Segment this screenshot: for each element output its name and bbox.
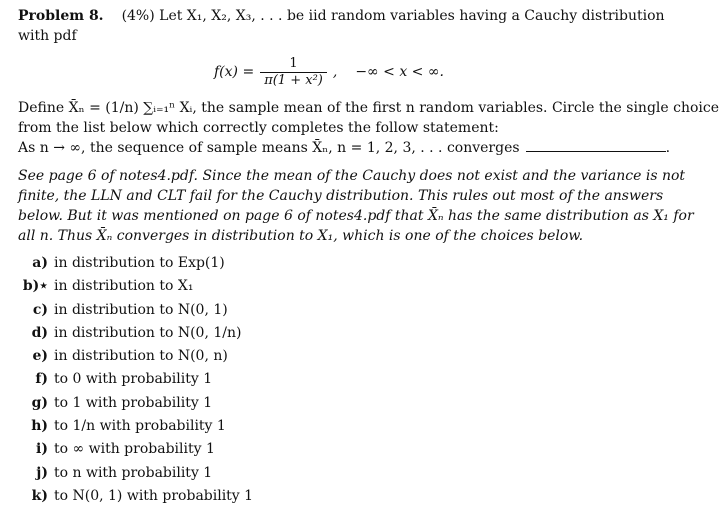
define-paragraph [18, 98, 719, 158]
define-line-3-text: As n → ∞, the sequence of sample means X̄ₙ, n = 1, 2, 3, . . . converges [18, 140, 520, 156]
solution-line: all n. Thus X̄ₙ converges in distribution to X₁, which is one of the choices below. [18, 228, 584, 244]
define-line-3 [18, 138, 671, 158]
document-page [18, 6, 719, 508]
choice-g[interactable] [18, 392, 640, 415]
choice-list [18, 252, 640, 508]
choice-j[interactable] [18, 462, 640, 485]
solution-line: See page 6 of notes4.pdf. Since the mean of the Cauchy does not exist and the variance is not [18, 168, 686, 184]
choice-k[interactable] [18, 485, 640, 508]
choice-text: in distribution to Exp(1) [54, 255, 225, 271]
pdf-numerator: 1 [289, 55, 298, 71]
problem-intro-cont: with pdf [18, 28, 77, 44]
choice-key: g) [31, 394, 48, 411]
choice-text: to n with probability 1 [54, 464, 213, 481]
pdf-denominator: π(1 + x²) [264, 72, 323, 88]
choice-text: to 1/n with probability 1 [54, 418, 226, 435]
define-line-2: from the list below which correctly completes the follow statement: [18, 120, 499, 136]
choice-key: d) [31, 324, 48, 341]
choice-key: c) [32, 301, 48, 318]
choice-i[interactable] [18, 438, 640, 461]
pdf-lhs: f(x) = [214, 64, 255, 80]
choice-key: f) [35, 371, 48, 388]
choice-key: h) [31, 418, 48, 435]
define-line-1: Define X̄ₙ = (1/n) ∑ᵢ₌₁ⁿ Xᵢ, the sample mean of the first n random variables. Circle the single choice [18, 100, 719, 116]
answer-blank[interactable] [526, 139, 666, 152]
solution-line: below. But it was mentioned on page 6 of notes4.pdf that X̄ₙ has the same distribution as X₁ for [18, 208, 694, 224]
choice-key: k) [31, 487, 48, 504]
problem-header [18, 6, 665, 26]
choice-a[interactable] [18, 252, 640, 275]
choice-h[interactable] [18, 415, 640, 438]
choice-text: to 0 with probability 1 [54, 371, 213, 388]
choice-f[interactable] [18, 368, 640, 391]
pdf-formula [18, 52, 640, 92]
define-line-3-end: . [665, 140, 671, 156]
choice-key: a) [32, 255, 48, 271]
solution-line: finite, the LLN and CLT fail for the Cauchy distribution. This rules out most of the answers [18, 188, 664, 204]
choice-key: j) [36, 464, 48, 481]
choice-text: in distribution to N(0, n) [54, 348, 228, 365]
choice-key: i) [36, 441, 48, 458]
choice-text: to 1 with probability 1 [54, 394, 213, 411]
choice-c[interactable] [18, 299, 640, 322]
choice-key: e) [32, 348, 48, 365]
pdf-fraction [260, 56, 327, 89]
pdf-comma: , [332, 64, 338, 80]
choice-key: b)⋆ [22, 278, 48, 295]
problem-label: Problem 8. [18, 8, 104, 24]
choice-d[interactable] [18, 322, 640, 345]
choice-text: in distribution to X₁ [54, 278, 194, 295]
problem-intro: (4%) Let X₁, X₂, X₃, . . . be iid random variables having a Cauchy distribution [121, 8, 665, 24]
choice-text: to N(0, 1) with probability 1 [54, 487, 254, 504]
choice-text: in distribution to N(0, 1/n) [54, 324, 242, 341]
choice-text: to ∞ with probability 1 [54, 441, 215, 458]
choice-e[interactable] [18, 345, 640, 368]
solution-paragraph [18, 166, 694, 246]
choice-text: in distribution to N(0, 1) [54, 301, 228, 318]
choice-b[interactable] [18, 275, 640, 298]
pdf-condition: −∞ < x < ∞. [355, 64, 444, 80]
